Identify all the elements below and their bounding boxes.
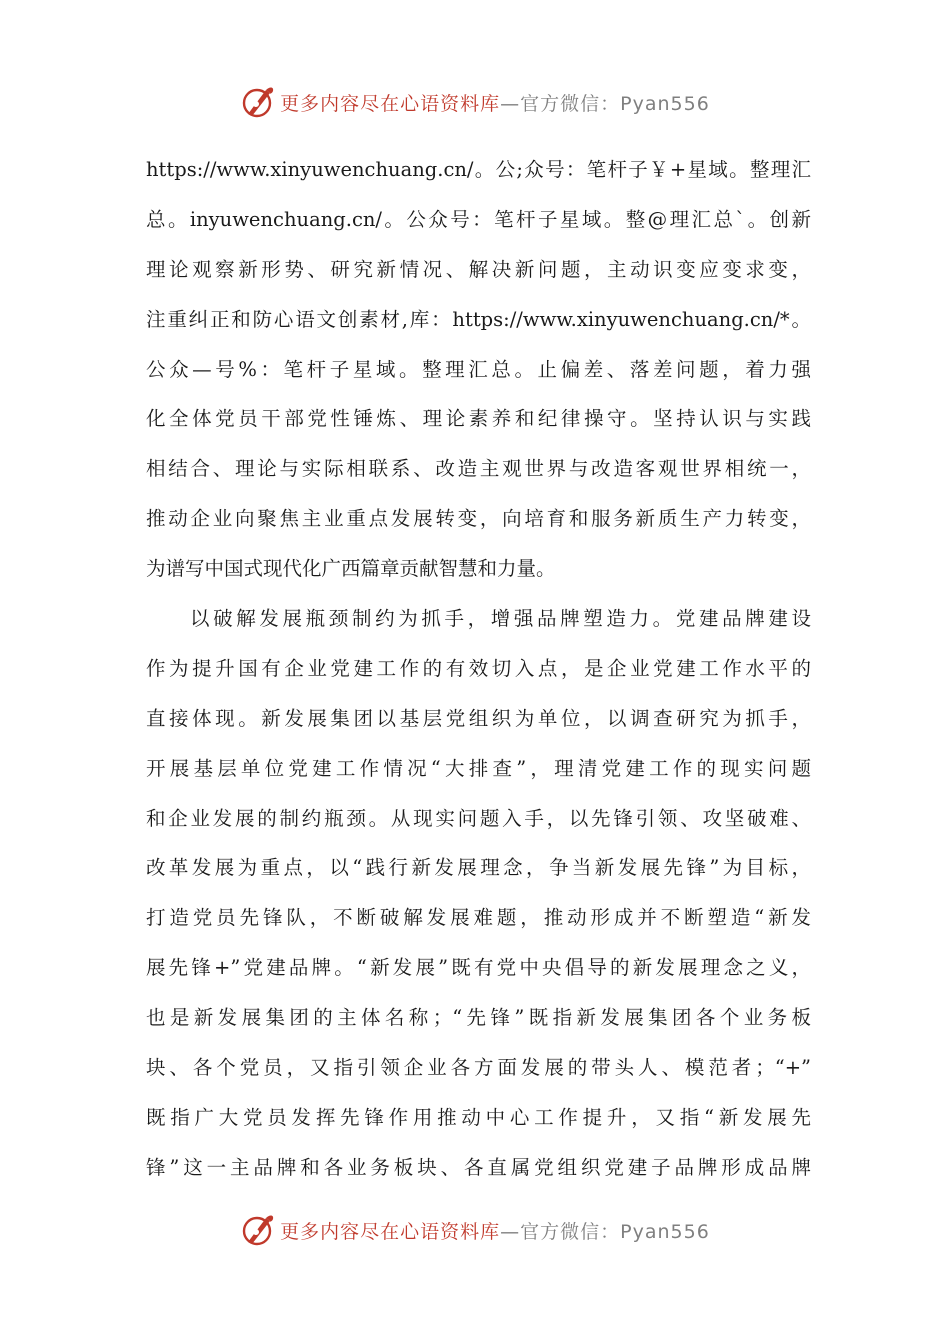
banner-gray-text: 官方微信：Pyan556	[520, 92, 710, 115]
body-line: 总。inyuwenchuang.cn/。公众号：笔杆子星域。整@理汇总`。创新	[146, 207, 811, 231]
body-line: 展先锋+”党建品牌。“新发展”既有党中央倡导的新发展理念之义，	[146, 956, 811, 980]
body-line: 块、各个党员，又指引领企业各方面发展的带头人、模范者；“+”	[146, 1056, 811, 1080]
body-line: 也是新发展集团的主体名称；“先锋”既指新发展集团各个业务板	[146, 1006, 811, 1030]
banner-gray-text: 官方微信：Pyan556	[520, 1220, 710, 1243]
body-line: 注重纠正和防心语文创素材,库：https://www.xinyuwenchuang.cn/*。	[146, 307, 811, 331]
banner-text	[280, 89, 710, 116]
document-body	[146, 145, 811, 1193]
body-line: 化全体党员干部党性锤炼、理论素养和纪律操守。坚持认识与实践	[146, 407, 811, 431]
header-banner	[0, 82, 950, 122]
banner-text	[280, 1217, 710, 1244]
body-line: 公众—号%：笔杆子星域。整理汇总。止偏差、落差问题，着力强	[146, 357, 811, 381]
body-line: 直接体现。新发展集团以基层党组织为单位，以调查研究为抓手，	[146, 706, 811, 730]
body-line: 开展基层单位党建工作情况“大排查”，理清党建工作的现实问题	[146, 756, 811, 780]
banner-dash: —	[500, 92, 521, 115]
body-line: 既指广大党员发挥先锋作用推动中心工作提升，又指“新发展先	[146, 1105, 811, 1129]
body-line: 打造党员先锋队，不断破解发展难题，推动形成并不断塑造“新发	[146, 906, 811, 930]
body-line: 锋”这一主品牌和各业务板块、各直属党组织党建子品牌形成品牌	[146, 1155, 811, 1179]
body-line: https://www.xinyuwenchuang.cn/。公;众号：笔杆子￥+星域。整理汇	[146, 158, 811, 181]
quill-pen-logo-icon	[240, 1212, 276, 1248]
body-line: 推动企业向聚焦主业重点发展转变，向培育和服务新质生产力转变，	[146, 507, 811, 531]
quill-pen-logo-icon	[240, 84, 276, 120]
paragraph-start-line: 以破解发展瓶颈制约为抓手，增强品牌塑造力。党建品牌建设	[190, 607, 811, 631]
banner-red-text: 更多内容尽在心语资料库	[280, 1220, 501, 1243]
body-line: 改革发展为重点，以“践行新发展理念，争当新发展先锋”为目标，	[146, 856, 811, 880]
banner-red-text: 更多内容尽在心语资料库	[280, 92, 501, 115]
footer-banner	[0, 1210, 950, 1250]
body-line: 理论观察新形势、研究新情况、解决新问题，主动识变应变求变，	[146, 257, 811, 281]
body-line: 为谱写中国式现代化广西篇章贡献智慧和力量。	[146, 557, 556, 581]
body-line: 和企业发展的制约瓶颈。从现实问题入手，以先锋引领、攻坚破难、	[146, 806, 811, 830]
banner-dash: —	[500, 1220, 521, 1243]
body-line: 作为提升国有企业党建工作的有效切入点，是企业党建工作水平的	[146, 656, 811, 680]
body-line: 相结合、理论与实际相联系、改造主观世界与改造客观世界相统一，	[146, 457, 811, 481]
